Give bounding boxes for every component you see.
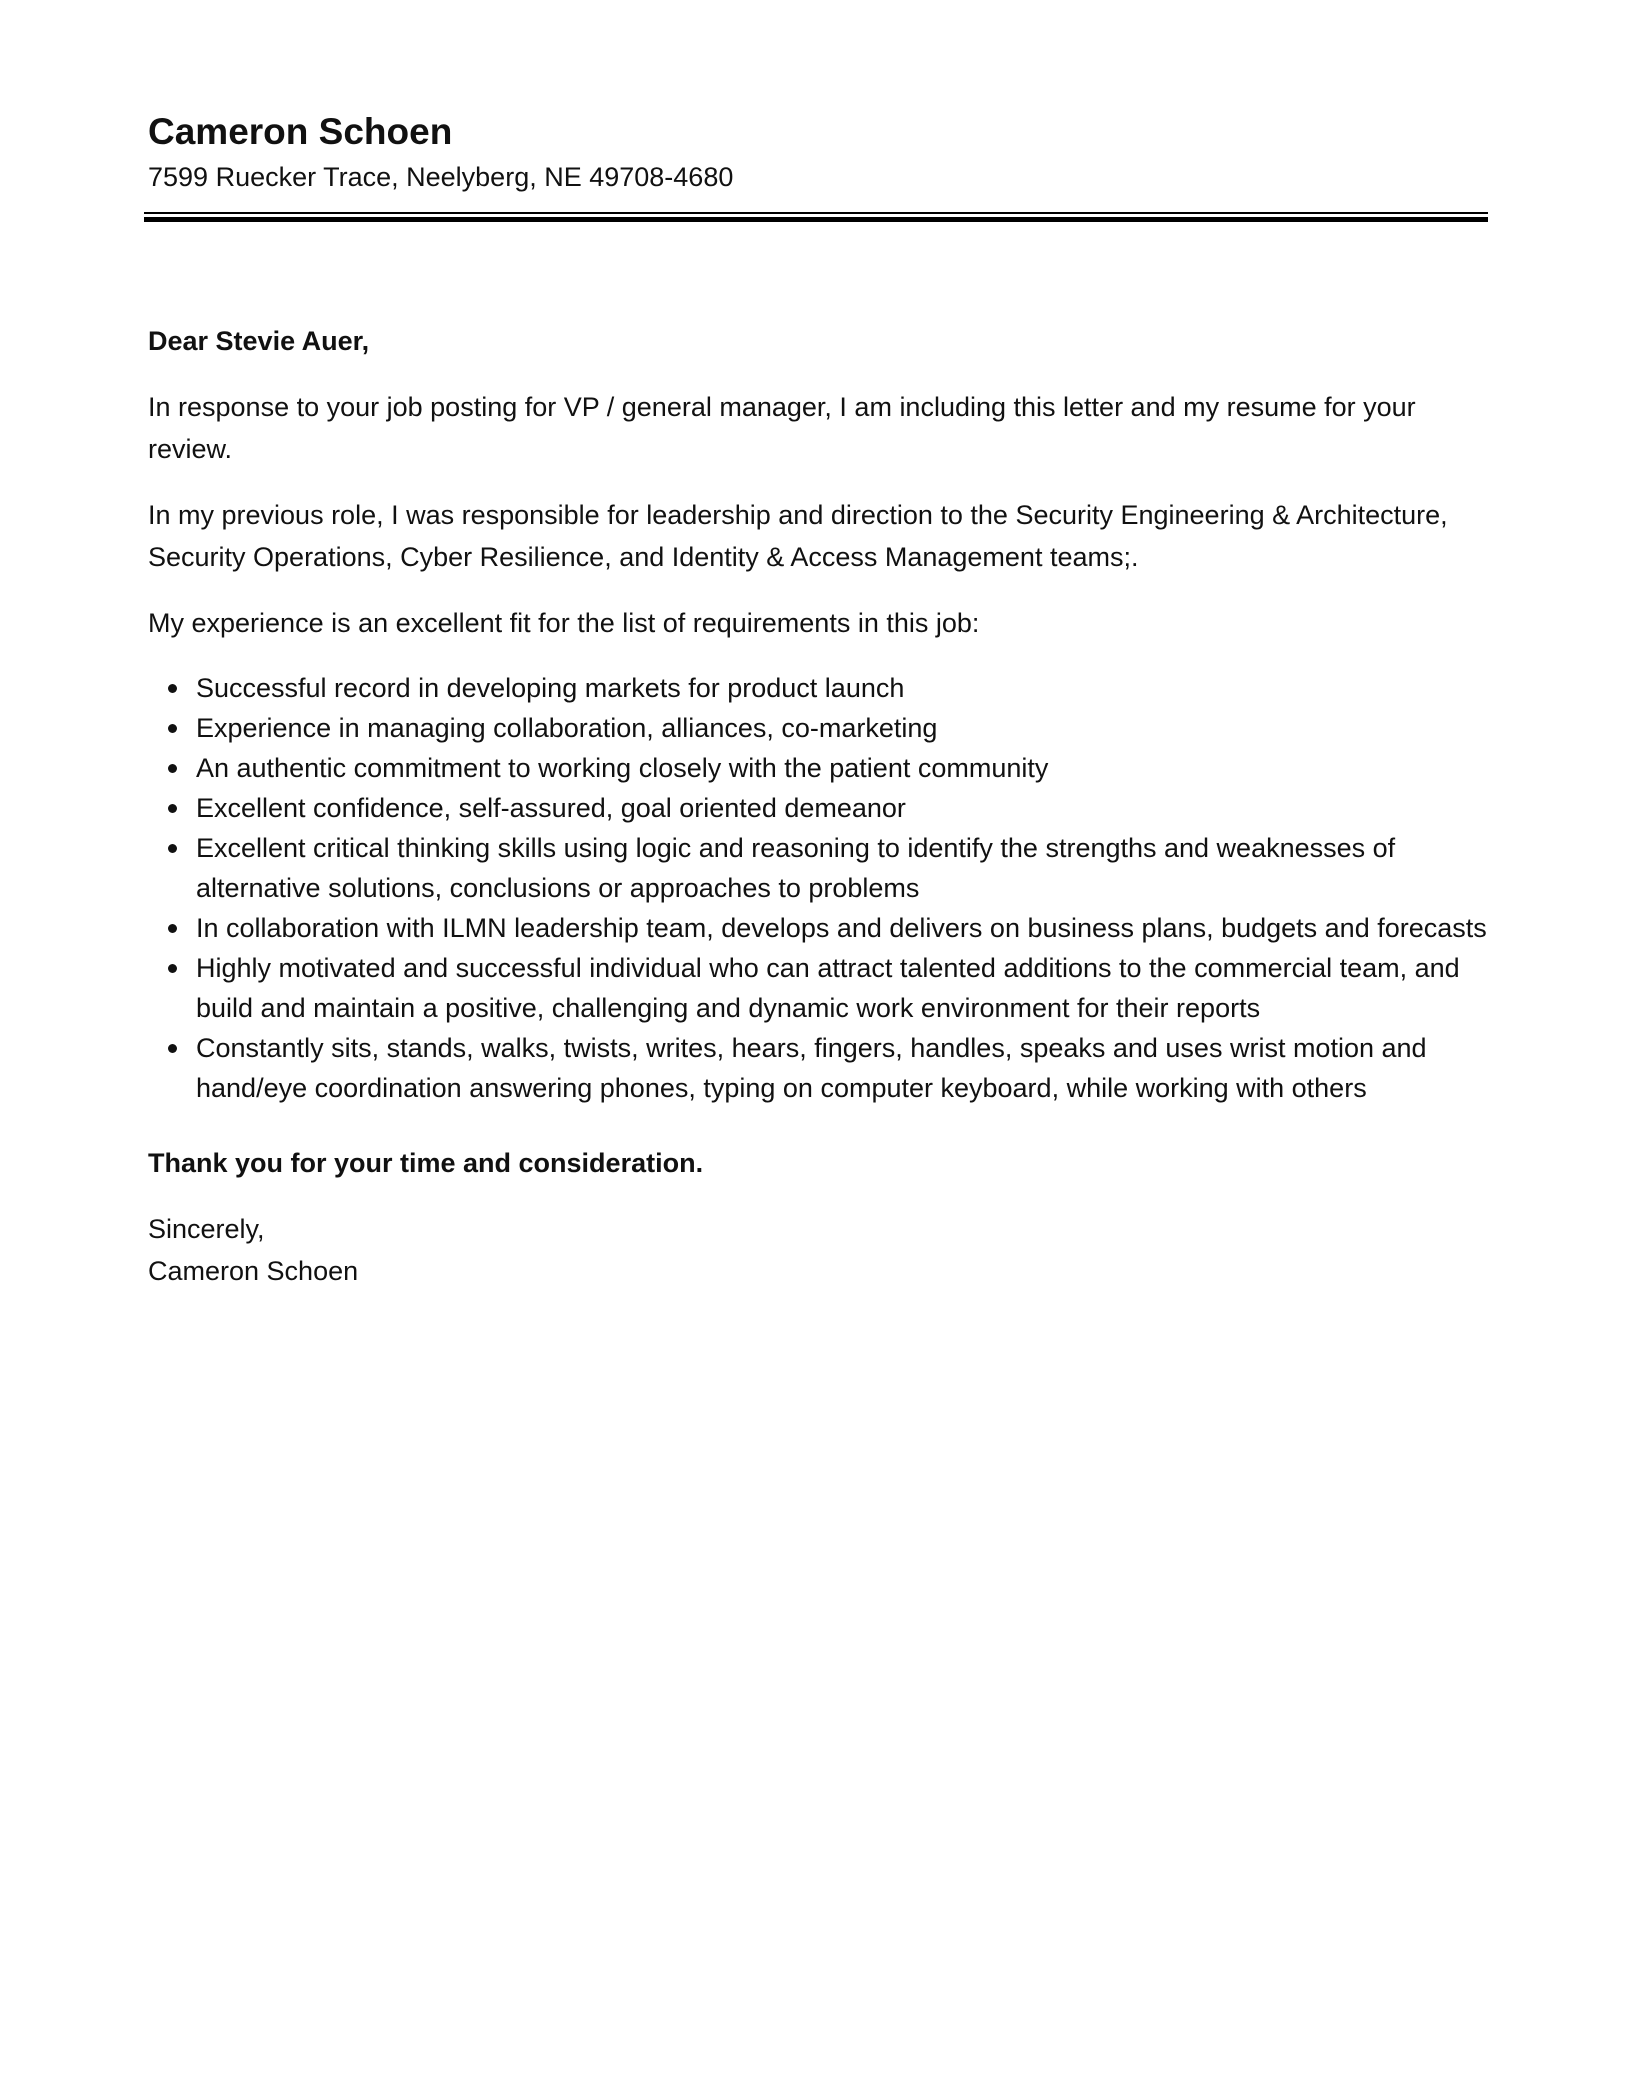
bullet-icon — [168, 724, 177, 733]
list-item — [148, 828, 1488, 908]
list-item — [148, 668, 1488, 708]
bullet-icon — [168, 964, 177, 973]
requirement-text: Highly motivated and successful individual who can attract talented additions to the commercial team, and build and maintain a positive, challenging and dynamic work environment for their reports — [196, 953, 1460, 1023]
letter-body — [148, 320, 1488, 1292]
bullet-icon — [168, 804, 177, 813]
bullet-icon — [168, 1044, 177, 1053]
intro-paragraph: In response to your job posting for VP / general manager, I am including this letter and my resume for your review. — [148, 392, 1416, 464]
requirement-text: Successful record in developing markets for product launch — [196, 673, 905, 703]
fit-statement: My experience is an excellent fit for the list of requirements in this job: — [148, 608, 980, 638]
requirements-list — [148, 668, 1488, 1108]
requirement-text: In collaboration with ILMN leadership team, develops and delivers on business plans, budgets and forecasts — [196, 913, 1487, 943]
salutation: Dear Stevie Auer, — [148, 326, 370, 356]
bullet-icon — [168, 844, 177, 853]
requirement-text: Experience in managing collaboration, alliances, co-marketing — [196, 713, 938, 743]
bullet-icon — [168, 684, 177, 693]
requirement-text: Excellent critical thinking skills using logic and reasoning to identify the strengths and weaknesses of alternative solutions, conclusions or approaches to problems — [196, 833, 1396, 903]
requirement-text: Excellent confidence, self-assured, goal oriented demeanor — [196, 793, 906, 823]
list-item — [148, 748, 1488, 788]
bullet-icon — [168, 924, 177, 933]
list-item — [148, 948, 1488, 1028]
bullet-icon — [168, 764, 177, 773]
sender-name: Cameron Schoen — [148, 111, 453, 152]
requirement-text: Constantly sits, stands, walks, twists, writes, hears, fingers, handles, speaks and uses wrist motion and hand/eye coordination answering phones, typing on computer keyboard, while working with others — [196, 1033, 1427, 1103]
header-divider — [144, 212, 1488, 224]
previous-role-paragraph: In my previous role, I was responsible for leadership and direction to the Security Engineering & Architecture, Security Operations, Cyber Resilience, and Identity & Access Management teams;. — [148, 500, 1448, 572]
requirement-text: An authentic commitment to working closely with the patient community — [196, 753, 1049, 783]
list-item — [148, 908, 1488, 948]
divider-thick-line — [144, 217, 1488, 222]
signature-name: Cameron Schoen — [148, 1256, 359, 1286]
list-item — [148, 1028, 1488, 1108]
signoff: Sincerely, — [148, 1214, 265, 1244]
closing-line: Thank you for your time and consideration. — [148, 1148, 704, 1178]
sender-address: 7599 Ruecker Trace, Neelyberg, NE 49708-4680 — [148, 162, 734, 192]
list-item — [148, 708, 1488, 748]
list-item — [148, 788, 1488, 828]
letter-header — [148, 108, 1488, 196]
divider-thin-line — [144, 212, 1488, 214]
